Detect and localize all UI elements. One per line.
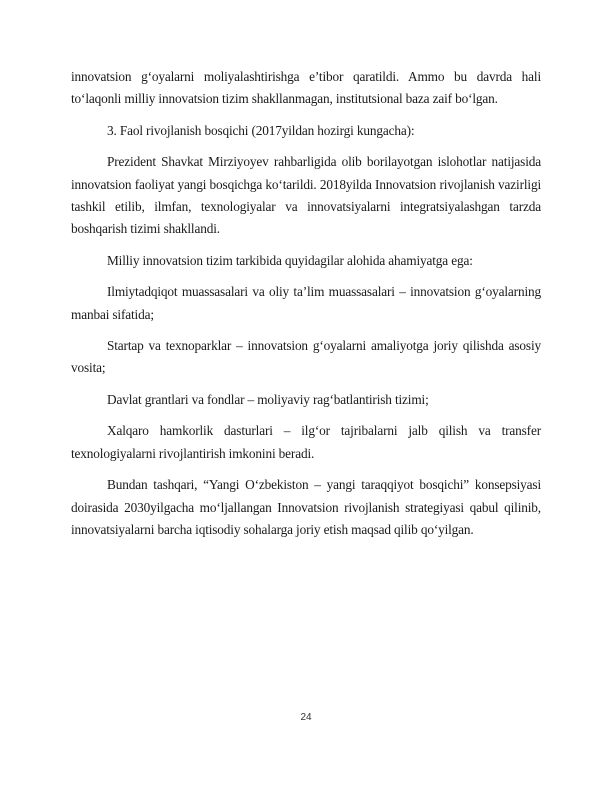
list-item-research-institutions: Ilmiytadqiqot muassasalari va oliy ta’lim muassasalari – innovatsion g‘oyalarning manbai sifatida; bbox=[71, 284, 541, 322]
list-item-state-grants: Davlat grantlari va fondlar – moliyaviy rag‘batlantirish tizimi; bbox=[107, 391, 429, 407]
page-number: 24 bbox=[300, 712, 312, 723]
paragraph-system-components-intro: Milliy innovatsion tizim tarkibida quyidagilar alohida ahamiyatga ega: bbox=[107, 252, 473, 268]
document-body bbox=[71, 66, 541, 541]
paragraph-continuation: innovatsion g‘oyalarni moliyalashtirishga e’tibor qaratildi. Ammo bu davrda hali to‘laqonli milliy innovatsion tizim shakllanmagan, institutsional baza zaif bo‘lgan. bbox=[71, 69, 541, 107]
paragraph-reforms: Prezident Shavkat Mirziyoyev rahbarligida olib borilayotgan islohotlar natijasida innovatsion faoliyat yangi bosqichga ko‘tarildi. 2018yilda Innovatsion rivojlanish vazirligi tashkil etilib, ilmfan, texnologiyalar va innovatsiyalarni integratsiyalashgan tarzda boshqarish tizimi shakllandi. bbox=[71, 154, 541, 237]
paragraph-strategy-2030: Bundan tashqari, “Yangi O‘zbekiston – yangi taraqqiyot bosqichi” konsepsiyasi doirasida 2030yilgacha mo‘ljallangan Innovatsion rivojlanish strategiyasi qabul qilinib, innovatsiyalarni barcha iqtisodiy sohalarga joriy etish maqsad qilib qo‘yilgan. bbox=[71, 477, 541, 537]
list-item-startups-technoparks: Startap va texnoparklar – innovatsion g‘oyalarni amaliyotga joriy qilishda asosiy vosita; bbox=[71, 338, 541, 376]
list-item-international-cooperation: Xalqaro hamkorlik dasturlari – ilg‘or tajribalarni jalb qilish va transfer texnologiyalarni rivojlantirish imkonini beradi. bbox=[71, 423, 541, 461]
section-heading-active-development: 3. Faol rivojlanish bosqichi (2017yildan hozirgi kungacha): bbox=[107, 122, 415, 138]
